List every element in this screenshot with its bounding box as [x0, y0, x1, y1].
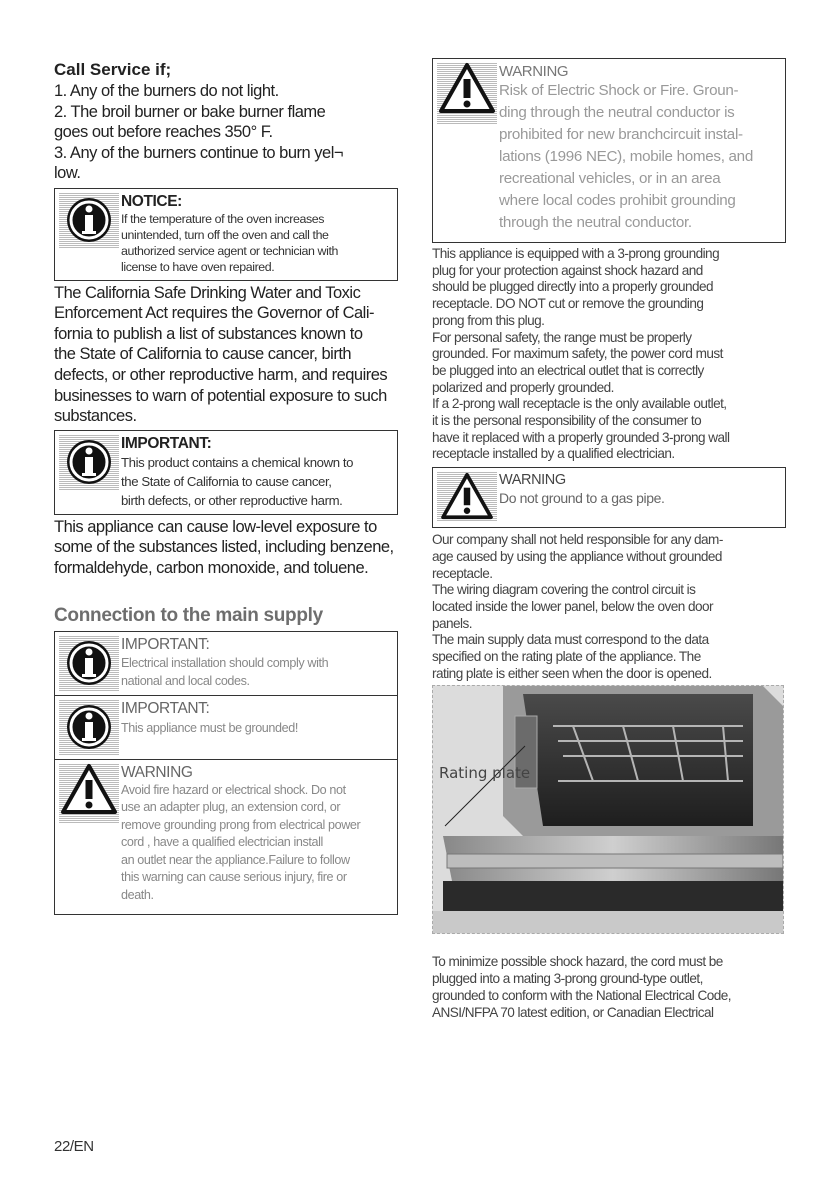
notice-line: unintended, turn off the oven and call the [121, 227, 329, 242]
california-line: Enforcement Act requires the Governor of Cali- [54, 304, 374, 323]
warning-box-adapter [54, 760, 398, 916]
notice-title: NOTICE: [121, 192, 182, 210]
final-paragraph: To minimize possible shock hazard, the cord must be plugged into a mating 3-prong ground-type outlet, grounded to conform with the National Electrical Code, ANSI/NFPA 70 latest edition, or Canadian Electrical [432, 954, 731, 1020]
notice-line: authorized service agent or technician with [121, 244, 338, 259]
call-service-line: 1. Any of the burners do not light. [54, 82, 279, 100]
warning-line: lations (1996 NEC), mobile homes, and [499, 148, 753, 165]
warning-line: an outlet near the appliance.Failure to follow [121, 852, 350, 867]
rating-plate-label: Rating plate [439, 764, 531, 783]
important-title: IMPORTANT: [121, 635, 210, 653]
grounding-paragraph: If a 2-prong wall receptacle is the only available outlet, it is the personal responsibility of the consumer to have it replaced with a properly grounded 3-prong wall receptacle installed by a qualified electrician. [432, 396, 730, 462]
right-column [432, 58, 786, 1021]
important-title: IMPORTANT: [121, 699, 210, 717]
left-column [54, 58, 398, 915]
warning-line: remove grounding prong from electrical power [121, 817, 361, 832]
exposure-line: This appliance can cause low-level exposure to [54, 517, 377, 536]
notice-line: license to have oven repaired. [121, 260, 275, 275]
california-line: defects, or other reproductive harm, and requires [54, 366, 388, 385]
supply-text [432, 532, 786, 682]
important-box-chemical [54, 430, 398, 515]
warning-line: recreational vehicles, or in an area [499, 170, 721, 187]
important-line: This product contains a chemical known to [121, 454, 354, 470]
warning-box-neutral [432, 58, 786, 243]
warning-line: through the neutral conductor. [499, 214, 692, 231]
warning-box-gas [432, 467, 786, 528]
warning-line: where local codes prohibit grounding [499, 192, 736, 209]
warning-icon [437, 62, 497, 124]
warning-line: death. [121, 887, 154, 902]
supply-paragraph: The wiring diagram covering the control circuit is located inside the lower panel, below the oven door panels. [432, 582, 714, 631]
warning-line: ding through the neutral conductor is [499, 104, 735, 121]
notice-line: If the temperature of the oven increases [121, 211, 325, 226]
california-line: The California Safe Drinking Water and Toxic [54, 283, 361, 302]
exposure-paragraph [54, 517, 398, 579]
info-icon [59, 192, 119, 248]
warning-title: WARNING [121, 763, 193, 781]
california-line: the State of California to cause cancer, birth [54, 345, 352, 364]
call-service-line: 3. Any of the burners continue to burn yel¬ [54, 143, 343, 162]
supply-paragraph: The main supply data must correspond to the data specified on the rating plate of the appliance. The rating plate is either seen when the door is opened. [432, 632, 712, 681]
exposure-line: formaldehyde, carbon monoxide, and toluene. [54, 559, 369, 578]
important-line: the State of California to cause cancer, [121, 473, 332, 489]
oven-illustration [433, 686, 783, 933]
call-service-list [54, 81, 398, 184]
important-line: birth defects, or other reproductive harm. [121, 492, 343, 508]
info-icon [59, 635, 119, 691]
important-box-grounded [54, 696, 398, 760]
california-line: businesses to warn of potential exposure to such [54, 386, 387, 405]
california-line: fornia to publish a list of substances known to [54, 324, 363, 343]
warning-line: Avoid fire hazard or electrical shock. Do not [121, 782, 346, 797]
warning-line: this warning can cause serious injury, fire or [121, 870, 347, 885]
exposure-line: some of the substances listed, including benzene, [54, 538, 394, 557]
call-service-line: goes out before reaches 350° F. [54, 123, 273, 141]
info-icon [59, 434, 119, 490]
warning-icon [59, 763, 119, 823]
california-paragraph [54, 283, 398, 427]
important-line: Electrical installation should comply with [121, 655, 329, 670]
section-heading: Connection to the main supply [54, 604, 323, 626]
info-icon [59, 699, 119, 755]
oven-rating-plate-photo [432, 685, 784, 934]
warning-icon [437, 471, 497, 521]
page-number: 22/EN [54, 1138, 94, 1155]
call-service-heading: Call Service if; [54, 60, 172, 79]
warning-line: Risk of Electric Shock or Fire. Groun- [499, 82, 739, 99]
grounding-paragraph: This appliance is equipped with a 3-prong grounding plug for your protection against shock hazard and should be plugged directly into a properly grounded receptacle. DO NOT cut or remove the grounding prong from this plug. [432, 246, 720, 328]
important-title: IMPORTANT: [121, 434, 212, 452]
warning-line: use an adapter plug, an extension cord, or [121, 800, 341, 815]
notice-box [54, 188, 398, 281]
supply-paragraph: Our company shall not held responsible for any dam- age caused by using the appliance without grounded receptacle. [432, 532, 723, 581]
grounding-text [432, 246, 786, 463]
warning-line: cord , have a qualified electrician install [121, 835, 323, 850]
california-line: substances. [54, 407, 137, 426]
important-line: national and local codes. [121, 673, 250, 688]
grounding-paragraph: For personal safety, the range must be properly grounded. For maximum safety, the power cord must be plugged into an electrical outlet that is correctly polarized and properly grounded. [432, 329, 723, 395]
call-service-line: low. [54, 164, 81, 182]
important-box-installation [54, 631, 398, 696]
call-service-line: 2. The broil burner or bake burner flame [54, 102, 326, 121]
warning-title: WARNING [499, 472, 566, 489]
warning-line: prohibited for new branchcircuit instal- [499, 126, 743, 143]
warning-line: Do not ground to a gas pipe. [499, 490, 665, 507]
warning-title: WARNING [499, 63, 569, 80]
important-line: This appliance must be grounded! [121, 720, 298, 735]
